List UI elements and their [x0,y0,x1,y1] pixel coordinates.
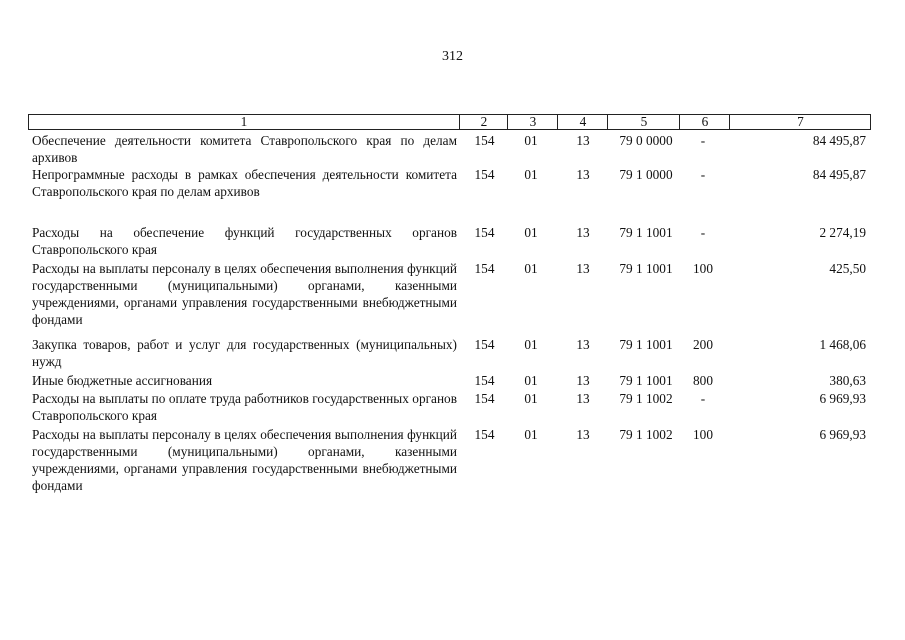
row-col-4: 13 [576,391,590,406]
row-col-3: 01 [524,373,538,388]
table-row [28,260,871,336]
budget-table [28,114,871,502]
row-col-7: 84 495,87 [812,167,866,182]
table-row [28,166,871,224]
page-number: 312 [442,49,463,64]
row-col-3: 01 [524,337,538,352]
row-col-2: 154 [474,225,495,240]
row-col-4: 13 [576,167,590,182]
table-row [28,372,871,390]
row-col-3: 01 [524,167,538,182]
row-col-5: 79 1 1002 [619,391,673,406]
row-col-4: 13 [576,261,590,276]
row-col-5: 79 1 1001 [619,261,673,276]
header-col-4: 4 [557,115,608,129]
row-col-4: 13 [576,133,590,148]
row-col-6: - [700,391,706,406]
row-col-6: - [700,133,706,148]
row-name: Расходы на выплаты по оплате труда работников государственных органов Ставропольского края [32,391,457,423]
row-col-4: 13 [576,427,590,442]
row-name: Непрограммные расходы в рамках обеспечения деятельности комитета Ставропольского края по делам архивов [32,167,457,199]
row-col-5: 79 1 1001 [619,373,673,388]
table-row [28,336,871,372]
row-name: Иные бюджетные ассигнования [32,373,213,388]
row-col-7: 380,63 [829,373,866,388]
row-col-7: 425,50 [829,261,866,276]
header-col-1: 1 [240,114,248,129]
row-col-2: 154 [474,427,495,442]
row-col-5: 79 1 0000 [619,167,673,182]
header-col-6: 6 [679,115,730,129]
row-col-6: 200 [693,337,713,352]
row-col-4: 13 [576,373,590,388]
row-name: Закупка товаров, работ и услуг для государственных (муниципальных) нужд [32,337,457,369]
row-col-2: 154 [474,373,495,388]
row-col-7: 6 969,93 [819,391,866,406]
row-col-2: 154 [474,391,495,406]
row-name: Расходы на обеспечение функций государственных органов Ставропольского края [32,225,457,257]
table-row [28,224,871,260]
row-col-2: 154 [474,133,495,148]
row-col-3: 01 [524,427,538,442]
row-name: Расходы на выплаты персоналу в целях обеспечения выполнения функций государственными (муниципальными) органами, казенными учреждениями, органами управления государственными внебюджетными фондами [32,427,457,493]
table-row [28,426,871,502]
row-col-2: 154 [474,261,495,276]
header-col-5: 5 [607,115,680,129]
row-col-3: 01 [524,261,538,276]
row-col-3: 01 [524,133,538,148]
row-col-7: 2 274,19 [819,225,866,240]
row-col-7: 6 969,93 [819,427,866,442]
row-col-4: 13 [576,225,590,240]
table-row [28,390,871,426]
row-col-2: 154 [474,337,495,352]
row-col-7: 84 495,87 [812,133,866,148]
row-col-6: 100 [693,261,713,276]
header-col-2: 2 [459,115,508,129]
row-col-5: 79 1 1002 [619,427,673,442]
header-col-3: 3 [507,115,558,129]
table-header-row [28,114,871,130]
row-col-6: - [700,225,706,240]
row-col-6: 800 [693,373,713,388]
row-name: Расходы на выплаты персоналу в целях обеспечения выполнения функций государственными (муниципальными) органами, казенными учреждениями, органами управления государственными внебюджетными фондами [32,261,457,327]
row-name: Обеспечение деятельности комитета Ставропольского края по делам архивов [32,133,457,165]
row-col-4: 13 [576,337,590,352]
row-col-5: 79 1 1001 [619,337,673,352]
row-col-3: 01 [524,391,538,406]
header-col-7: 7 [729,115,871,129]
row-col-5: 79 1 1001 [619,225,673,240]
row-col-6: - [700,167,706,182]
row-col-2: 154 [474,167,495,182]
table-row [28,132,871,166]
row-col-3: 01 [524,225,538,240]
row-col-5: 79 0 0000 [619,133,673,148]
row-col-6: 100 [693,427,713,442]
row-col-7: 1 468,06 [819,337,866,352]
